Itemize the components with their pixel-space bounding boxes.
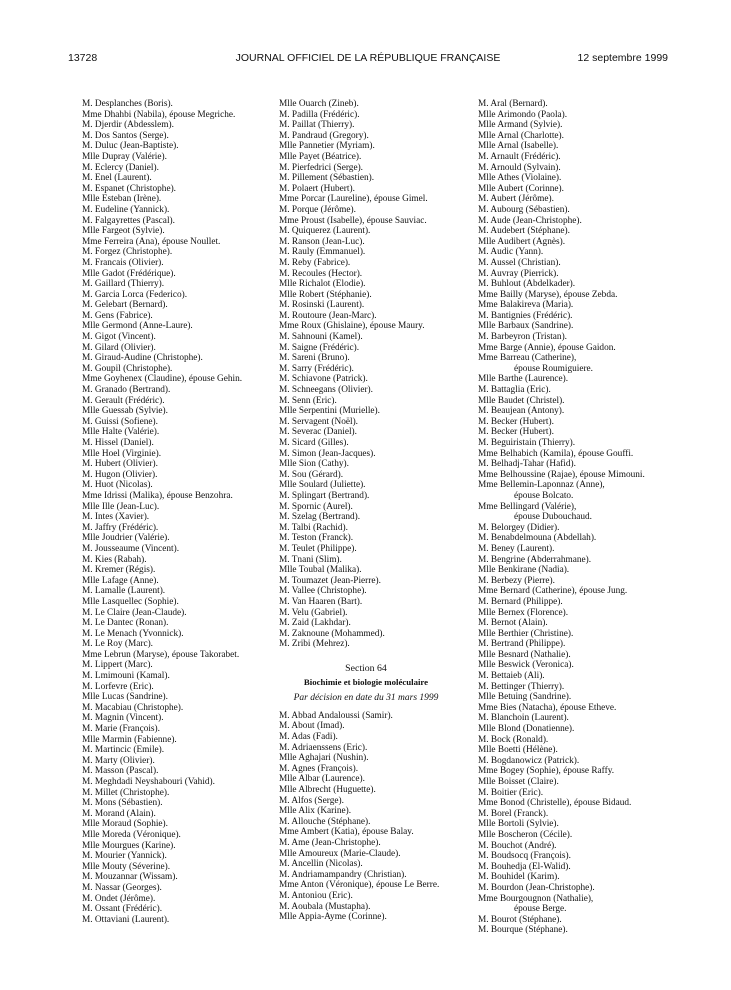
name-entry: Mlle Barthe (Laurence).: [478, 374, 569, 385]
name-entry: M. Bourque (Stéphane).: [478, 925, 568, 936]
name-entry: M. Magnin (Vincent).: [82, 713, 164, 724]
name-entry: M. Ame (Jean-Christophe).: [279, 838, 381, 848]
name-entry: M. Gens (Fabrice).: [82, 310, 153, 321]
name-entry: M. Senn (Eric).: [279, 395, 337, 406]
name-entry: M. Routoure (Jean-Marc).: [279, 310, 377, 321]
name-entry: Mme Ferreira (Ana), épouse Noullet.: [82, 236, 221, 247]
name-entry: M. Sahnouni (Kamel).: [279, 332, 363, 343]
name-entry: M. Saigne (Frédéric).: [279, 342, 360, 353]
name-entry: M. Desplanches (Boris).: [82, 99, 173, 109]
name-entry: M. Aude (Jean-Christophe).: [478, 215, 582, 226]
name-entry: Mlle Benkirane (Nadia).: [478, 565, 570, 576]
name-entry: M. Nassar (Georges).: [82, 882, 162, 893]
name-entry: M. Hubert (Olivier).: [82, 459, 158, 470]
name-entry: Mlle Moraud (Sophie).: [82, 819, 168, 830]
name-entry: M. Bettaieb (Ali).: [478, 671, 545, 682]
name-entry: M. Espanet (Christophe).: [82, 183, 176, 194]
name-entry: Mme Anton (Véronique), épouse Le Berre.: [279, 880, 440, 891]
name-entry: M. Bourot (Stéphane).: [478, 914, 562, 925]
name-entry: M. Beney (Laurent).: [478, 543, 555, 554]
name-entry: Mme Bogey (Sophie), épouse Raffy.: [478, 766, 615, 777]
name-entry: Mlle Bernex (Florence).: [478, 607, 569, 618]
name-entry: M. Barbeyron (Tristan).: [478, 332, 568, 343]
name-entry: Mme Bellingard (Valérie),: [478, 501, 577, 512]
name-entry: Mme Belhabich (Kamila), épouse Gouffi.: [478, 448, 634, 459]
name-entry: Mlle Joudrier (Valérie).: [82, 533, 170, 544]
name-entry: M. Hugon (Olivier).: [82, 469, 158, 480]
name-entry: Mlle Boisset (Claire).: [478, 777, 559, 787]
name-entry: Mlle Beswick (Veronica).: [478, 660, 574, 671]
name-entry: Mlle Blond (Donatienne).: [478, 724, 575, 735]
name-entry: M. Battaglia (Eric).: [478, 385, 551, 396]
name-entry: M. Gelebart (Bernard).: [82, 300, 168, 311]
name-entry: Mme Bellemin-Laponnaz (Anne),: [478, 480, 605, 491]
name-entry: M. Aubourg (Sébastien).: [478, 204, 570, 215]
name-entry: M. Marie (François).: [82, 724, 160, 735]
name-entry: M. Pillement (Sébastien).: [279, 173, 375, 184]
section-subtitle: Biochimie et biologie moléculaire: [303, 676, 429, 687]
name-entry: M. Beguiristain (Thierry).: [478, 438, 576, 448]
name-entry: M. Ranson (Jean-Luc).: [279, 236, 365, 247]
name-entry: épouse Berge.: [514, 904, 567, 915]
name-entry: Mlle Fargeot (Sylvie).: [82, 226, 165, 237]
name-entry: M. Goupil (Christophe).: [82, 363, 173, 374]
name-entry: Mlle Gadot (Frédérique).: [82, 268, 176, 279]
name-entry: Mlle Esteban (Irène).: [82, 194, 162, 205]
page-header: [68, 52, 668, 66]
name-entry: M. Szelag (Bertrand).: [279, 512, 361, 523]
name-entry: M. Zaknoune (Mohammed).: [279, 628, 385, 639]
name-entry: Mlle Albrecht (Huguette).: [279, 785, 376, 796]
name-entry: Mlle Albar (Laurence).: [279, 774, 365, 785]
name-entry: M. Rosinski (Laurent).: [279, 300, 365, 311]
name-list-section-64: [279, 711, 456, 923]
name-entry: M. Gerault (Frédéric).: [82, 395, 165, 406]
name-entry: M. Gilard (Olivier).: [82, 342, 156, 353]
name-entry: M. Masson (Pascal).: [82, 766, 159, 777]
name-entry: M. Le Claire (Jean-Claude).: [82, 607, 187, 618]
name-entry: M. Bernot (Alain).: [478, 618, 548, 629]
name-entry: Mlle Athes (Violaine).: [478, 173, 562, 184]
name-entry: M. Guissi (Sofiene).: [82, 416, 158, 427]
name-entry: M. Lippert (Marc).: [82, 660, 153, 671]
name-entry: M. Polaert (Hubert).: [279, 183, 355, 194]
name-entry: M. Buhlout (Abdelkader).: [478, 279, 576, 290]
name-entry: M. Ondet (Jérôme).: [82, 893, 156, 904]
name-entry: Mme Idrissi (Malika), épouse Benzohra.: [82, 490, 233, 501]
name-entry: M. Djerdir (Abdesslem).: [82, 120, 174, 131]
name-entry: M. Teulet (Philippe).: [279, 543, 357, 554]
name-entry: Mme Belhoussine (Rajae), épouse Mimouni.: [478, 469, 645, 480]
name-entry: M. Sou (Gérard).: [279, 469, 344, 480]
name-entry: M. Teston (Franck).: [279, 533, 354, 544]
name-entry: M. Auvray (Pierrick).: [478, 268, 559, 279]
name-entry: Mlle Moreda (Véronique).: [82, 829, 181, 840]
name-entry: M. Splingart (Bertrand).: [279, 490, 370, 501]
name-entry: M. Le Roy (Marc).: [82, 639, 153, 650]
name-entry: Mlle Amoureux (Marie-Claude).: [279, 848, 401, 859]
name-entry: Mlle Guessab (Sylvie).: [82, 406, 168, 417]
name-entry: M. Tnani (Slim).: [279, 554, 342, 565]
name-entry: M. Eudeline (Yannick).: [82, 204, 170, 215]
name-entry: Mlle Lafage (Anne).: [82, 575, 159, 586]
name-entry: M. Bertrand (Philippe).: [478, 639, 566, 650]
name-entry: Mlle Armand (Sylvie).: [478, 120, 563, 131]
name-entry: M. Bouchot (André).: [478, 840, 557, 851]
name-entry: M. Giraud-Audine (Christophe).: [82, 353, 203, 364]
name-entry: épouse Roumiguiere.: [514, 363, 594, 374]
name-entry: M. Paillat (Thierry).: [279, 120, 355, 131]
name-entry: M. Millet (Christophe).: [82, 787, 170, 798]
name-entry: M. Granado (Bertrand).: [82, 385, 171, 396]
name-entry: Mlle Appia-Ayme (Corinne).: [279, 912, 387, 923]
name-entry: M. Garcia Lorca (Federico).: [82, 289, 188, 300]
name-entry: Mlle Mouty (Séverine).: [82, 861, 171, 872]
name-column-3: [478, 99, 645, 936]
name-entry: M. Jaffry (Frédéric).: [82, 522, 159, 533]
name-entry: Mlle Lasquellec (Sophie).: [82, 596, 179, 607]
name-entry: M. Bettinger (Thierry).: [478, 681, 565, 692]
name-entry: M. Talbi (Rachid).: [279, 522, 348, 533]
name-entry: Mme Barreau (Catherine),: [478, 353, 577, 364]
name-entry: M. Aussel (Christian).: [478, 257, 561, 268]
name-entry: Mlle Richalot (Elodie).: [279, 279, 366, 290]
name-list-section-63: [279, 99, 456, 650]
name-entry: M. Mourier (Yannick).: [82, 851, 167, 862]
name-entry: Mlle Ille (Jean-Luc).: [82, 501, 160, 512]
name-entry: M. Severac (Daniel).: [279, 427, 357, 438]
name-entry: Mlle Robert (Stéphanie).: [279, 289, 372, 300]
name-entry: Mme Goyhenex (Claudine), épouse Gehin.: [82, 374, 243, 385]
name-entry: M. Agnes (François).: [279, 763, 359, 774]
name-entry: M. Forgez (Christophe).: [82, 247, 173, 258]
name-entry: M. Falgayrettes (Pascal).: [82, 215, 175, 226]
name-entry: M. Jousseaume (Vincent).: [82, 543, 180, 554]
name-entry: Mme Roux (Ghislaine), épouse Maury.: [279, 321, 425, 332]
name-entry: M. Le Menach (Yvonnick).: [82, 628, 184, 639]
name-entry: M. Adas (Fadi).: [279, 732, 338, 743]
name-entry: Mlle Arnal (Charlotte).: [478, 130, 564, 141]
name-entry: Mlle Aghajari (Nushin).: [279, 753, 369, 764]
name-entry: M. Bock (Ronald).: [478, 734, 549, 745]
name-entry: M. Audebert (Stéphane).: [478, 226, 570, 237]
name-entry: M. Huot (Nicolas).: [82, 480, 153, 491]
name-entry: M. Bourdon (Jean-Christophe).: [478, 882, 595, 893]
name-entry: M. Audic (Yann).: [478, 247, 544, 258]
name-entry: M. Vallee (Christophe).: [279, 586, 367, 597]
name-entry: Mlle Halte (Valérie).: [82, 427, 160, 438]
name-entry: Mme Porcar (Laureline), épouse Gimel.: [279, 194, 428, 205]
name-entry: M. Dos Santos (Serge).: [82, 130, 169, 141]
name-entry: M. Rauly (Emmanuel).: [279, 247, 366, 258]
section-heading: [276, 664, 456, 706]
name-entry: Mme Lebrun (Maryse), épouse Takorabet.: [82, 649, 240, 660]
section-decision: Par décision en date du 31 mars 1999: [293, 692, 439, 703]
issue-date: 12 septembre 1999: [577, 52, 668, 64]
name-entry: M. Meghdadi Neyshabouri (Vahid).: [82, 777, 215, 787]
name-entry: M. Allouche (Stéphane).: [279, 816, 371, 827]
name-entry: M. Bogdanowicz (Patrick).: [478, 755, 580, 766]
name-entry: M. Intes (Xavier).: [82, 512, 150, 523]
name-entry: Mlle Berthier (Christine).: [478, 628, 574, 639]
name-entry: M. Reby (Fabrice).: [279, 257, 351, 268]
name-entry: M. Quiquerez (Laurent).: [279, 226, 371, 237]
name-entry: M. Zribi (Mehrez).: [279, 639, 350, 650]
name-entry: M. Martincic (Emile).: [82, 745, 165, 756]
journal-title: JOURNAL OFFICIEL DE LA RÉPUBLIQUE FRANÇAISE: [235, 52, 501, 64]
name-entry: Mlle Germond (Anne-Laure).: [82, 321, 193, 332]
name-entry: Mlle Boetti (Hélène).: [478, 745, 558, 756]
name-entry: M. Blanchoin (Laurent).: [478, 713, 569, 724]
name-entry: Mlle Boscheron (Cécile).: [478, 829, 573, 840]
name-entry: M. Ossant (Frédéric).: [82, 904, 163, 915]
name-entry: Mlle Alix (Karine).: [279, 806, 352, 817]
name-entry: Mme Bies (Natacha), épouse Etheve.: [478, 702, 617, 713]
name-entry: M. Arnould (Sylvain).: [478, 162, 561, 173]
name-entry: M. Lamalle (Laurent).: [82, 586, 166, 597]
name-entry: M. Gigot (Vincent).: [82, 332, 156, 343]
name-entry: M. Zaid (Lakhdar).: [279, 618, 351, 629]
name-entry: Mlle Toubal (Malika).: [279, 565, 362, 576]
name-entry: M. Adriaenssens (Eric).: [279, 742, 368, 753]
name-column-1: [82, 99, 242, 925]
name-entry: Mme Bernard (Catherine), épouse Jung.: [478, 586, 628, 597]
name-entry: M. Schiavone (Patrick).: [279, 374, 368, 385]
name-entry: M. Sareni (Bruno).: [279, 353, 350, 364]
name-entry: M. Aral (Bernard).: [478, 99, 548, 109]
name-entry: M. Alfos (Serge).: [279, 795, 344, 806]
name-entry: M. Kremer (Régis).: [82, 565, 156, 576]
section-title: Section 64: [345, 662, 387, 674]
name-entry: Mme Bailly (Maryse), épouse Zebda.: [478, 289, 618, 300]
name-entry: Mlle Barbaux (Sandrine).: [478, 321, 574, 332]
name-entry: Mlle Pannetier (Myriam).: [279, 141, 375, 152]
name-entry: Mlle Betuing (Sandrine).: [478, 692, 572, 703]
name-entry: M. Pierfedrici (Serge).: [279, 162, 363, 173]
name-entry: Mlle Bortoli (Sylvie).: [478, 819, 559, 830]
name-entry: M. Spornic (Aurel).: [279, 501, 353, 512]
name-entry: épouse Bolcato.: [514, 490, 574, 501]
name-entry: Mlle Arimondo (Paola).: [478, 109, 568, 120]
name-entry: M. Becker (Hubert).: [478, 416, 554, 427]
name-entry: M. Belorgey (Didier).: [478, 522, 560, 533]
name-entry: M. Toumazet (Jean-Pierre).: [279, 575, 381, 586]
name-entry: Mlle Serpentini (Murielle).: [279, 406, 380, 417]
name-entry: M. Le Dantec (Ronan).: [82, 618, 169, 629]
name-entry: Mme Dhahbi (Nabila), épouse Megriche.: [82, 109, 236, 120]
name-entry: Mme Proust (Isabelle), épouse Sauviac.: [279, 215, 427, 226]
name-entry: Mme Ambert (Katia), épouse Balay.: [279, 827, 414, 838]
name-entry: M. Lmimouni (Kamal).: [82, 671, 170, 682]
name-entry: Mlle Lucas (Sandrine).: [82, 692, 168, 703]
name-entry: Mlle Marmin (Fabienne).: [82, 734, 177, 745]
name-entry: Mme Barge (Annie), épouse Gaidon.: [478, 342, 616, 353]
name-entry: M. Boudsocq (François).: [478, 851, 571, 862]
name-entry: M. Marty (Olivier).: [82, 755, 155, 766]
name-entry: M. Servagent (Noël).: [279, 416, 359, 427]
name-entry: M. Pandraud (Gregory).: [279, 130, 369, 141]
name-entry: M. Arnault (Frédéric).: [478, 151, 561, 162]
name-entry: M. Mouzannar (Wissam).: [82, 872, 178, 883]
name-entry: M. Belhadj-Tahar (Hafid).: [478, 459, 576, 470]
name-entry: Mlle Soulard (Juliette).: [279, 480, 366, 491]
name-entry: M. Duluc (Jean-Baptiste).: [82, 141, 179, 152]
name-entry: M. Simon (Jean-Jacques).: [279, 448, 376, 459]
page-number: 13728: [68, 52, 98, 64]
name-entry: M. Andriamampandry (Christian).: [279, 869, 407, 880]
name-entry: M. Bouhedja (El-Walid).: [478, 861, 571, 872]
name-entry: M. Borel (Franck).: [478, 808, 549, 819]
name-entry: M. Ottaviani (Laurent).: [82, 914, 170, 925]
name-column-2: [279, 99, 456, 923]
name-entry: M. Sicard (Gilles).: [279, 438, 349, 448]
name-entry: M. Morand (Alain).: [82, 808, 156, 819]
name-entry: M. Enel (Laurent).: [82, 173, 152, 184]
name-entry: M. Velu (Gabriel).: [279, 607, 348, 618]
name-entry: Mlle Hoel (Virginie).: [82, 448, 162, 459]
name-entry: M. Berbezy (Pierre).: [478, 575, 555, 586]
name-entry: Mlle Dupray (Valérie).: [82, 151, 167, 162]
name-entry: M. Bantignies (Frédéric).: [478, 310, 573, 321]
name-entry: M. Bouhidel (Karim).: [478, 872, 560, 883]
name-entry: M. Ancellin (Nicolas).: [279, 859, 363, 870]
name-entry: M. Aoubala (Mustapha).: [279, 901, 371, 912]
name-entry: Mme Bonod (Christelle), épouse Bidaud.: [478, 798, 632, 809]
name-entry: Mlle Sion (Cathy).: [279, 459, 349, 470]
name-entry: Mme Bourgougnon (Nathalie),: [478, 893, 594, 904]
name-entry: M. Mons (Sébastien).: [82, 798, 163, 809]
name-entry: Mlle Arnal (Isabelle).: [478, 141, 559, 152]
name-entry: M. Aubert (Jérôme).: [478, 194, 554, 205]
name-entry: M. Beaujean (Antony).: [478, 406, 565, 417]
name-entry: M. Kies (Rabah).: [82, 554, 147, 565]
name-entry: épouse Dubouchaud.: [514, 512, 592, 523]
name-entry: M. Macabiau (Christophe).: [82, 702, 184, 713]
name-entry: M. Becker (Hubert).: [478, 427, 554, 438]
name-entry: M. Gaillard (Thierry).: [82, 279, 165, 290]
name-entry: M. Francais (Olivier).: [82, 257, 164, 268]
name-entry: Mlle Baudet (Christel).: [478, 395, 565, 406]
name-entry: M. Van Haaren (Bart).: [279, 596, 363, 607]
name-entry: M. Benabdelmouna (Abdellah).: [478, 533, 597, 544]
name-entry: Mlle Audibert (Agnès).: [478, 236, 566, 247]
name-entry: M. Hissel (Daniel).: [82, 438, 154, 448]
name-entry: M. Abbad Andaloussi (Samir).: [279, 710, 393, 721]
name-entry: M. Padilla (Frédéric).: [279, 109, 360, 120]
name-entry: Mlle Payet (Béatrice).: [279, 151, 362, 162]
name-entry: M. About (Imad).: [279, 721, 345, 732]
name-entry: M. Porque (Jérôme).: [279, 204, 356, 215]
name-entry: Mlle Aubert (Corinne).: [478, 183, 564, 194]
name-entry: Mlle Besnard (Nathalie).: [478, 649, 571, 660]
name-entry: M. Bengrine (Abderrahmane).: [478, 554, 592, 565]
name-entry: Mlle Mourgues (Karine).: [82, 840, 176, 851]
name-entry: M. Schneegans (Olivier).: [279, 385, 373, 396]
name-entry: M. Bernard (Philippe).: [478, 596, 563, 607]
name-entry: M. Boitier (Eric).: [478, 787, 544, 798]
name-entry: M. Lorfevre (Eric).: [82, 681, 154, 692]
name-entry: M. Antoniou (Eric).: [279, 890, 353, 901]
name-entry: M. Eclercy (Daniel).: [82, 162, 159, 173]
name-entry: Mlle Ouarch (Zineb).: [279, 99, 359, 109]
name-entry: Mme Balakireva (Maria).: [478, 300, 574, 311]
name-entry: M. Recoules (Hector).: [279, 268, 363, 279]
name-entry: M. Sarry (Frédéric).: [279, 363, 354, 374]
